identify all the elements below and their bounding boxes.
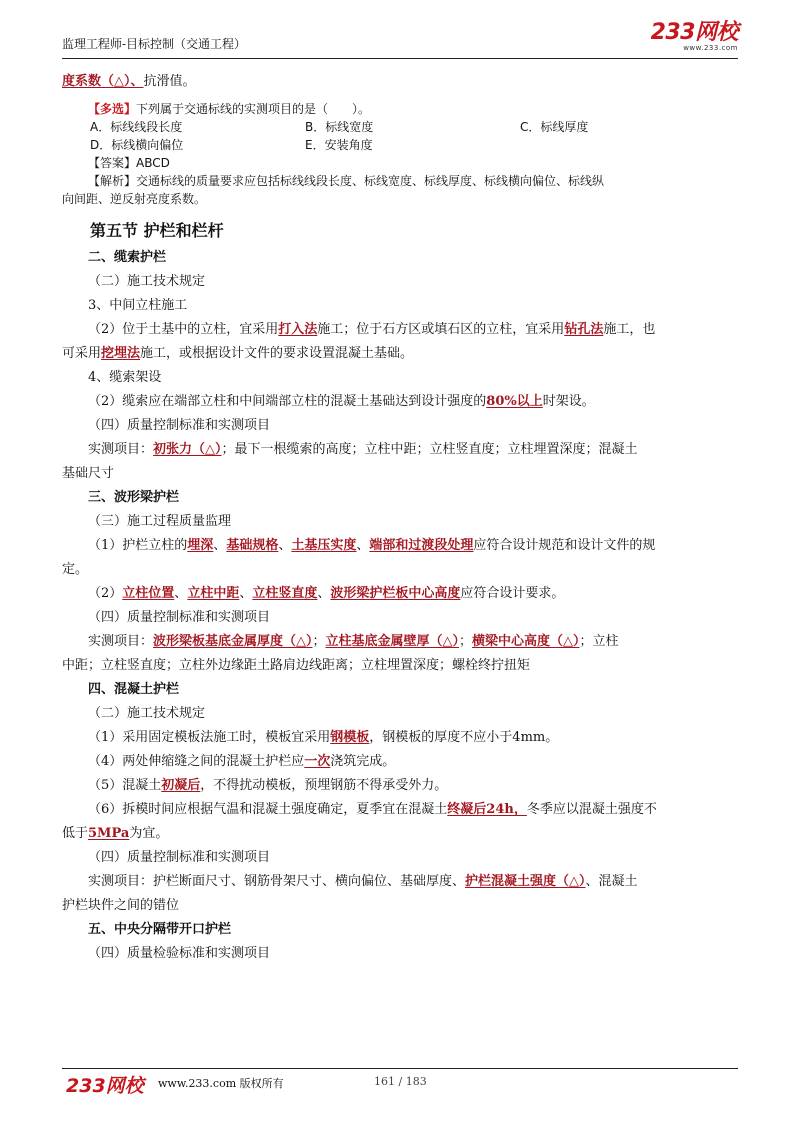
paragraph: 实测项目：护栏断面尺寸、钢筋骨架尺寸、横向偏位、基础厚度、护栏混凝土强度（△）、混凝土 [88,874,638,889]
logo-url: www.233.com [683,44,738,52]
heading-w-beam-barrier: 三、波形梁护栏 [88,490,180,505]
answer: 【答案】ABCD [88,156,170,170]
continuation-line: 度系数（△）、抗滑值。 [62,74,196,89]
paragraph: （2）立柱位置、立柱中距、立柱竖直度、波形梁护栏板中心高度应符合设计要求。 [88,586,565,601]
paragraph: （四）质量控制标准和实测项目 [88,418,271,433]
option-a: A．标线线段长度 [90,120,183,134]
heading-concrete-barrier: 四、混凝土护栏 [88,682,180,697]
logo-text: 233网校 [650,20,738,45]
paragraph: 可采用挖埋法施工，或根据设计文件的要求设置混凝土基础。 [62,346,414,361]
page-content [62,70,738,966]
paragraph: （2）位于土基中的立柱，宜采用打入法施工；位于石方区或填石区的立柱，宜采用钻孔法施工，也 [88,322,656,337]
paragraph: 实测项目：波形梁板基底金属厚度（△）；立柱基底金属壁厚（△）；横梁中心高度（△）；立柱 [88,634,619,649]
paragraph: （2）缆索应在端部立柱和中间端部立柱的混凝土基础达到设计强度的80%以上时架设。 [88,394,595,409]
paragraph: （三）施工过程质量监理 [88,514,232,529]
paragraph: （四）质量检验标准和实测项目 [88,946,271,961]
option-c: C．标线厚度 [520,120,589,134]
footer-copyright: www.233.com 版权所有 [158,1077,284,1090]
options-row-1 [62,118,738,136]
paragraph: 低于5MPa为宜。 [62,826,169,841]
section-title: 第五节 护栏和栏杆 [90,221,224,240]
option-e: E．安装角度 [305,138,373,152]
paragraph: 基础尺寸 [62,466,115,481]
footer-logo[interactable]: 233网校 [66,1075,144,1097]
options-row-2 [62,136,738,154]
paragraph: （5）混凝土初凝后，不得扰动模板，预埋钢筋不得承受外力。 [88,778,448,793]
paragraph: （1）采用固定模板法施工时，模板宜采用钢模板，钢模板的厚度不应小于4mm。 [88,730,559,745]
paragraph: （二）施工技术规定 [88,706,206,721]
page-number: 161 / 183 [374,1075,427,1088]
heading-cable-barrier: 二、缆索护栏 [88,250,167,265]
heading-median-opening-barrier: 五、中央分隔带开口护栏 [88,922,232,937]
paragraph: （4）两处伸缩缝之间的混凝土护栏应一次浇筑完成。 [88,754,396,769]
option-d: D．标线横向偏位 [90,138,184,152]
paragraph: 3、中间立柱施工 [88,298,188,313]
analysis-line-2: 向间距、逆反射亮度系数。 [62,192,207,206]
paragraph: 实测项目：初张力（△）；最下一根缆索的高度；立柱中距；立柱竖直度；立柱埋置深度；混凝土 [88,442,638,457]
paragraph: 定。 [62,562,89,577]
header-title: 监理工程师-目标控制（交通工程） [62,37,247,51]
option-b: B．标线宽度 [305,120,374,134]
brand-logo[interactable] [651,22,738,53]
paragraph: （四）质量控制标准和实测项目 [88,850,271,865]
analysis-line-1: 【解析】交通标线的质量要求应包括标线线段长度、标线宽度、标线厚度、标线横向偏位、标线纵 [88,174,605,188]
paragraph: 中距；立柱竖直度；立柱外边缘距土路肩边线距离；立柱埋置深度；螺栓终拧扭矩 [62,658,531,673]
paragraph: 护栏块件之间的错位 [62,898,180,913]
question-stem: 【多选】下列属于交通标线的实测项目的是（ ）。 [88,102,371,116]
page-header [62,22,738,59]
page-footer [62,1068,738,1099]
paragraph: （1）护栏立柱的埋深、基础规格、土基压实度、端部和过渡段处理应符合设计规范和设计文件的规 [88,538,656,553]
paragraph: （二）施工技术规定 [88,274,206,289]
paragraph: 4、缆索架设 [88,370,162,385]
paragraph: （6）拆模时间应根据气温和混凝土强度确定，夏季宜在混凝土终凝后24h，冬季应以混凝土强度不 [88,802,657,817]
paragraph: （四）质量控制标准和实测项目 [88,610,271,625]
